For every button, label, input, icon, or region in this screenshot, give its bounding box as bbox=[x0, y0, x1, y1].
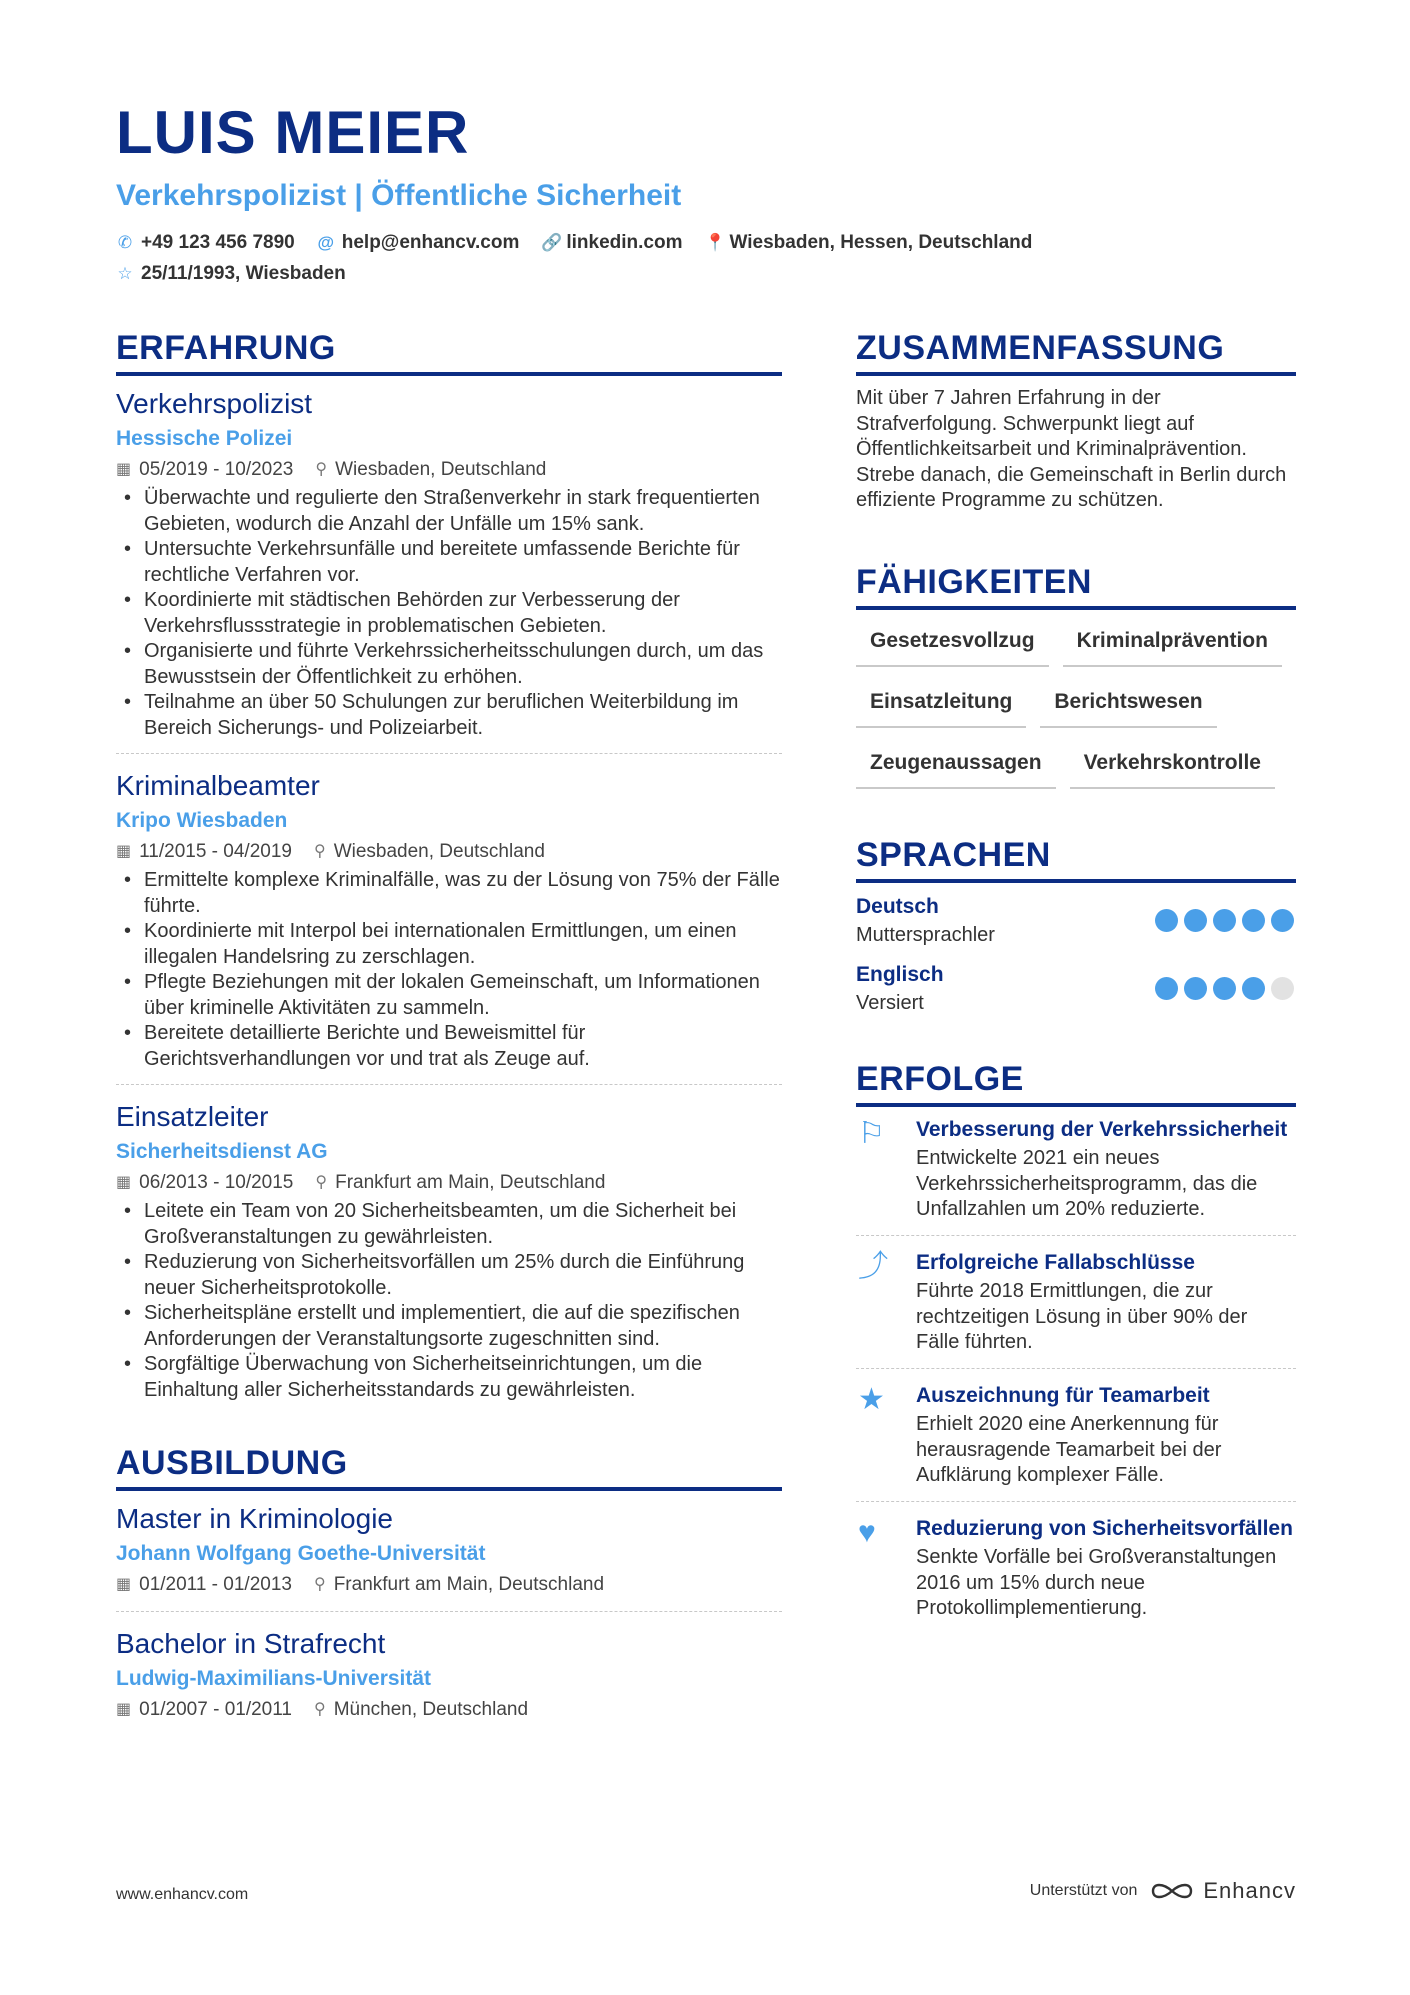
company-name: Hessische Polizei bbox=[116, 427, 293, 450]
calendar-icon: ▦ bbox=[116, 1576, 132, 1593]
left-column bbox=[116, 326, 782, 1750]
at-icon: @ bbox=[317, 233, 335, 252]
job-location: Wiesbaden, Deutschland bbox=[333, 841, 545, 862]
link-icon: 🔗 bbox=[541, 233, 563, 252]
achievement-description: Führte 2018 Ermittlungen, die zur rechtzeitigen Lösung in über 90% der Fälle führten. bbox=[916, 1280, 1248, 1353]
skill-tag: Kriminalprävention bbox=[1063, 620, 1282, 667]
rating-dot bbox=[1271, 977, 1294, 1000]
education-section-title: AUSBILDUNG bbox=[116, 1441, 782, 1491]
language-rating bbox=[1155, 977, 1296, 1000]
job-dates: 11/2015 - 04/2019 bbox=[139, 841, 292, 862]
job-bullets bbox=[116, 1199, 782, 1403]
skill-tag: Einsatzleitung bbox=[856, 681, 1026, 728]
rating-dot bbox=[1242, 977, 1265, 1000]
language-level: Muttersprachler bbox=[856, 923, 995, 946]
achievement-item bbox=[856, 1383, 1296, 1502]
language-name: Englisch bbox=[856, 962, 944, 986]
location-icon: ⚲ bbox=[313, 1701, 326, 1718]
bullet-item: • Sorgfältige Überwachung von Sicherheitseinrichtungen, um die Einhaltung aller Sicherheitsstandards zu gewährleisten. bbox=[116, 1352, 782, 1403]
experience-entry bbox=[116, 768, 782, 1085]
bullet-item: • Pflegte Beziehungen mit der lokalen Gemeinschaft, um Informationen über kriminelle Aktivitäten zu sammeln. bbox=[116, 970, 782, 1021]
calendar-icon: ▦ bbox=[116, 1701, 132, 1718]
job-dates: 06/2013 - 10/2015 bbox=[139, 1172, 294, 1193]
summary-section-title: ZUSAMMENFASSUNG bbox=[856, 326, 1296, 376]
bullet-item: • Sicherheitspläne erstellt und implementiert, die auf die spezifischen Anforderungen der Veranstaltungsorte zugeschnitten sind. bbox=[116, 1301, 782, 1352]
summary-text: Mit über 7 Jahren Erfahrung in der Strafverfolgung. Schwerpunkt liegt auf Öffentlichkeitsarbeit und Kriminalprävention. Strebe danach, die Gemeinschaft in Berlin durch effiziente Programme zu schützen. bbox=[856, 387, 1287, 511]
skill-tag: Verkehrskontrolle bbox=[1070, 742, 1275, 789]
contact-item[interactable] bbox=[116, 261, 346, 286]
language-row bbox=[856, 961, 1296, 1017]
job-meta bbox=[116, 456, 782, 484]
rating-dot bbox=[1184, 909, 1207, 932]
contact-text: +49 123 456 7890 bbox=[141, 232, 295, 253]
skill-tag: Zeugenaussagen bbox=[856, 742, 1056, 789]
calendar-icon: ▦ bbox=[116, 1174, 132, 1191]
education-location: München, Deutschland bbox=[333, 1699, 529, 1720]
experience-list bbox=[116, 386, 782, 1415]
contact-bar bbox=[116, 230, 1216, 286]
bullet-item: • Leitete ein Team von 20 Sicherheitsbeamten, um die Sicherheit bei Großveranstaltungen zu gewährleisten. bbox=[116, 1199, 782, 1250]
bullet-item: • Organisierte und führte Verkehrssicherheitsschulungen durch, um das Bewusstsein der Öffentlichkeit zu erhöhen. bbox=[116, 639, 782, 690]
skills-list bbox=[856, 620, 1296, 789]
star-icon: ★ bbox=[858, 1382, 885, 1416]
location-icon: ⚲ bbox=[313, 843, 326, 860]
degree-title: Bachelor in Strafrecht bbox=[116, 1628, 386, 1659]
bullet-item: • Untersuchte Verkehrsunfälle und bereitete umfassende Berichte für rechtliche Verfahren vor. bbox=[116, 537, 782, 588]
rating-dot bbox=[1184, 977, 1207, 1000]
language-info bbox=[856, 961, 944, 1017]
job-title: Verkehrspolizist bbox=[116, 388, 313, 419]
candidate-name: LUIS MEIER bbox=[116, 99, 470, 166]
achievement-item bbox=[856, 1516, 1296, 1634]
candidate-headline: Verkehrspolizist | Öffentliche Sicherheit bbox=[116, 179, 682, 212]
contact-item[interactable] bbox=[317, 230, 520, 255]
rating-dot bbox=[1271, 909, 1294, 932]
powered-by-label: Unterstützt von bbox=[1029, 1882, 1138, 1899]
footer-website[interactable]: www.enhancv.com bbox=[116, 1886, 249, 1903]
contact-text: linkedin.com bbox=[566, 232, 683, 253]
achievement-item bbox=[856, 1250, 1296, 1369]
location-icon: ⚲ bbox=[315, 461, 328, 478]
bullet-item: • Koordinierte mit städtischen Behörden zur Verbesserung der Verkehrsflussstrategie in problematischen Gebieten. bbox=[116, 588, 782, 639]
language-level: Versiert bbox=[856, 991, 924, 1014]
achievement-title: Reduzierung von Sicherheitsvorfällen bbox=[916, 1516, 1293, 1540]
achievement-body bbox=[916, 1516, 1296, 1622]
education-meta bbox=[116, 1571, 782, 1599]
skills-section-title: FÄHIGKEITEN bbox=[856, 560, 1296, 610]
job-meta bbox=[116, 1169, 782, 1197]
achievement-title: Verbesserung der Verkehrssicherheit bbox=[916, 1117, 1288, 1141]
education-list bbox=[116, 1501, 782, 1736]
achievement-description: Senkte Vorfälle bei Großveranstaltungen 2016 um 15% durch neue Protokollimplementierung. bbox=[916, 1546, 1277, 1619]
achievement-title: Erfolgreiche Fallabschlüsse bbox=[916, 1250, 1195, 1274]
language-rating bbox=[1155, 909, 1296, 932]
rating-dot bbox=[1213, 909, 1236, 932]
rating-dot bbox=[1242, 909, 1265, 932]
job-title: Einsatzleiter bbox=[116, 1101, 269, 1132]
bullet-item: • Koordinierte mit Interpol bei internationalen Ermittlungen, um einen illegalen Handelsring zu zerschlagen. bbox=[116, 919, 782, 970]
achievement-item bbox=[856, 1117, 1296, 1236]
contact-item[interactable] bbox=[705, 230, 1033, 255]
flag-icon: ⚐ bbox=[858, 1116, 885, 1150]
education-location: Frankfurt am Main, Deutschland bbox=[333, 1574, 605, 1595]
achievement-title: Auszeichnung für Teamarbeit bbox=[916, 1383, 1210, 1407]
company-name: Kripo Wiesbaden bbox=[116, 809, 288, 832]
contact-item[interactable] bbox=[541, 230, 682, 255]
phone-icon: ✆ bbox=[117, 233, 133, 252]
job-meta bbox=[116, 838, 782, 866]
language-row bbox=[856, 893, 1296, 949]
location-icon: ⚲ bbox=[315, 1174, 328, 1191]
contact-text: 25/11/1993, Wiesbaden bbox=[141, 263, 346, 284]
achievement-body bbox=[916, 1250, 1296, 1356]
achievement-body bbox=[916, 1383, 1296, 1489]
bullet-item: • Ermittelte komplexe Kriminalfälle, was zu der Lösung von 75% der Fälle führte. bbox=[116, 868, 782, 919]
education-meta bbox=[116, 1696, 782, 1724]
achievement-description: Erhielt 2020 eine Anerkennung für herausragende Teamarbeit bei der Aufklärung komplexer Fälle. bbox=[916, 1413, 1222, 1486]
skill-tag: Berichtswesen bbox=[1040, 681, 1216, 728]
job-location: Frankfurt am Main, Deutschland bbox=[335, 1172, 606, 1193]
experience-entry bbox=[116, 386, 782, 754]
experience-section-title: ERFAHRUNG bbox=[116, 326, 782, 376]
rating-dot bbox=[1155, 977, 1178, 1000]
resume-header bbox=[116, 98, 1296, 286]
job-bullets bbox=[116, 486, 782, 741]
language-info bbox=[856, 893, 995, 949]
star-icon: ☆ bbox=[117, 264, 133, 283]
company-name: Sicherheitsdienst AG bbox=[116, 1140, 328, 1163]
contact-text: help@enhancv.com bbox=[341, 232, 520, 253]
job-dates: 05/2019 - 10/2023 bbox=[139, 459, 294, 480]
achievements-section-title: ERFOLGE bbox=[856, 1057, 1296, 1107]
education-entry bbox=[116, 1501, 782, 1612]
calendar-icon: ▦ bbox=[116, 461, 132, 478]
education-entry bbox=[116, 1626, 782, 1736]
rating-dot bbox=[1213, 977, 1236, 1000]
rating-dot bbox=[1155, 909, 1178, 932]
languages-list bbox=[856, 893, 1296, 1017]
contact-text: Wiesbaden, Hessen, Deutschland bbox=[729, 232, 1033, 253]
enhancv-logo-icon bbox=[1149, 1879, 1195, 1903]
achievement-body bbox=[916, 1117, 1296, 1223]
education-dates: 01/2007 - 01/2011 bbox=[139, 1699, 292, 1720]
skill-tag: Gesetzesvollzug bbox=[856, 620, 1049, 667]
languages-section-title: SPRACHEN bbox=[856, 833, 1296, 883]
bullet-item: • Reduzierung von Sicherheitsvorfällen um 25% durch die Einführung neuer Sicherheitsprotokolle. bbox=[116, 1250, 782, 1301]
footer-branding bbox=[1030, 1878, 1296, 1904]
language-name: Deutsch bbox=[856, 894, 939, 918]
location-icon: ⚲ bbox=[313, 1576, 326, 1593]
achievements-list bbox=[856, 1117, 1296, 1634]
bullet-item: • Bereitete detaillierte Berichte und Beweismittel für Gerichtsverhandlungen vor und trat als Zeuge auf. bbox=[116, 1021, 782, 1072]
achievement-description: Entwickelte 2021 ein neues Verkehrssicherheitsprogramm, das die Unfallzahlen um 20% reduzierte. bbox=[916, 1147, 1258, 1220]
location-icon: 📍 bbox=[704, 233, 726, 252]
heart-icon: ♥ bbox=[858, 1515, 876, 1549]
job-bullets bbox=[116, 868, 782, 1072]
education-dates: 01/2011 - 01/2013 bbox=[139, 1574, 292, 1595]
school-name: Ludwig-Maximilians-Universität bbox=[116, 1667, 432, 1690]
strategy-icon: ⤴ bbox=[858, 1249, 888, 1283]
right-column bbox=[856, 326, 1296, 1648]
degree-title: Master in Kriminologie bbox=[116, 1503, 393, 1534]
contact-item[interactable] bbox=[116, 230, 295, 255]
bullet-item: • Teilnahme an über 50 Schulungen zur beruflichen Weiterbildung im Bereich Sicherungs- und Polizeiarbeit. bbox=[116, 690, 782, 741]
brand-name: Enhancv bbox=[1203, 1878, 1296, 1903]
calendar-icon: ▦ bbox=[116, 843, 132, 860]
job-title: Kriminalbeamter bbox=[116, 770, 320, 801]
job-location: Wiesbaden, Deutschland bbox=[335, 459, 547, 480]
bullet-item: • Überwachte und regulierte den Straßenverkehr in stark frequentierten Gebieten, wodurch die Anzahl der Unfälle um 15% sank. bbox=[116, 486, 782, 537]
school-name: Johann Wolfgang Goethe-Universität bbox=[116, 1542, 486, 1565]
experience-entry bbox=[116, 1099, 782, 1415]
